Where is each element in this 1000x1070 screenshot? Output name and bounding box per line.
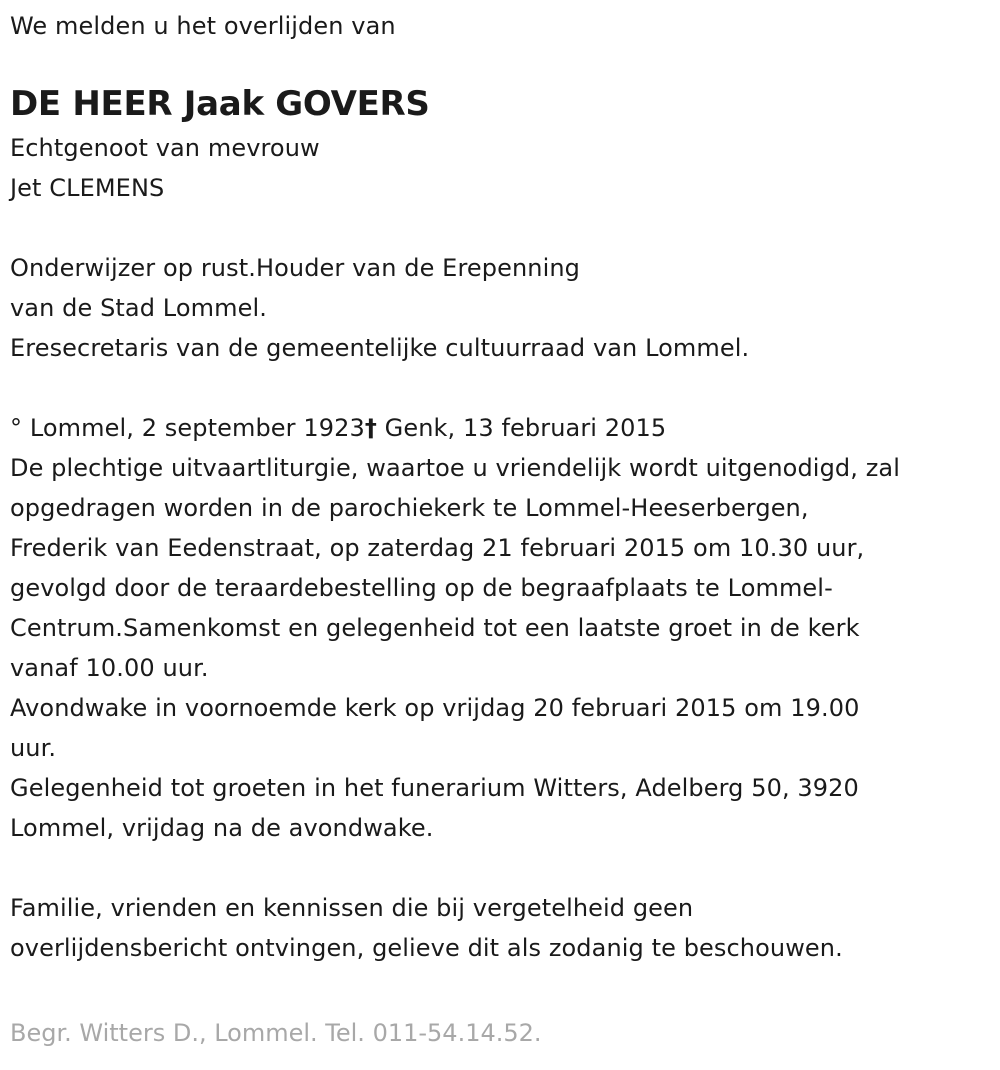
closing-line: overlijdensbericht ontvingen, gelieve dit als zodanig te beschouwen. xyxy=(10,934,843,962)
body-line: gevolgd door de teraardebestelling op de begraafplaats te Lommel- xyxy=(10,574,833,602)
title-line-3: Eresecretaris van de gemeentelijke cultuurraad van Lommel. xyxy=(10,334,750,362)
cross-icon: † xyxy=(364,414,377,442)
death-text: Genk, 13 februari 2015 xyxy=(376,414,667,442)
title-line-2: van de Stad Lommel. xyxy=(10,294,267,322)
spacer xyxy=(10,368,995,408)
spacer xyxy=(10,848,995,888)
body-line: Gelegenheid tot groeten in het funerarium Witters, Adelberg 50, 3920 xyxy=(10,774,859,802)
spacer xyxy=(10,208,995,248)
body-line: De plechtige uitvaartliturgie, waartoe u vriendelijk wordt uitgenodigd, zal xyxy=(10,454,900,482)
deceased-name: DE HEER Jaak GOVERS xyxy=(10,84,430,124)
closing-line: Familie, vrienden en kennissen die bij vergetelheid geen xyxy=(10,894,694,922)
body-line: Centrum.Samenkomst en gelegenheid tot een laatste groet in de kerk xyxy=(10,614,860,642)
death-notice xyxy=(10,6,995,968)
birth-text: ° Lommel, 2 september 1923 xyxy=(10,414,365,442)
title-line-1: Onderwijzer op rust.Houder van de Erepenning xyxy=(10,254,580,282)
spouse-line-2: Jet CLEMENS xyxy=(10,174,165,202)
spouse-line-1: Echtgenoot van mevrouw xyxy=(10,134,320,162)
birth-death-line xyxy=(10,408,995,448)
body-line: Frederik van Eedenstraat, op zaterdag 21 februari 2015 om 10.30 uur, xyxy=(10,534,865,562)
body-line: uur. xyxy=(10,734,57,762)
body-line: opgedragen worden in de parochiekerk te Lommel-Heeserbergen, xyxy=(10,494,809,522)
body-line: Avondwake in voornoemde kerk op vrijdag 20 februari 2015 om 19.00 xyxy=(10,694,860,722)
intro-text: We melden u het overlijden van xyxy=(10,12,396,40)
body-line: Lommel, vrijdag na de avondwake. xyxy=(10,814,434,842)
body-line: vanaf 10.00 uur. xyxy=(10,654,209,682)
undertaker-footer: Begr. Witters D., Lommel. Tel. 011-54.14.52. xyxy=(10,1019,542,1047)
